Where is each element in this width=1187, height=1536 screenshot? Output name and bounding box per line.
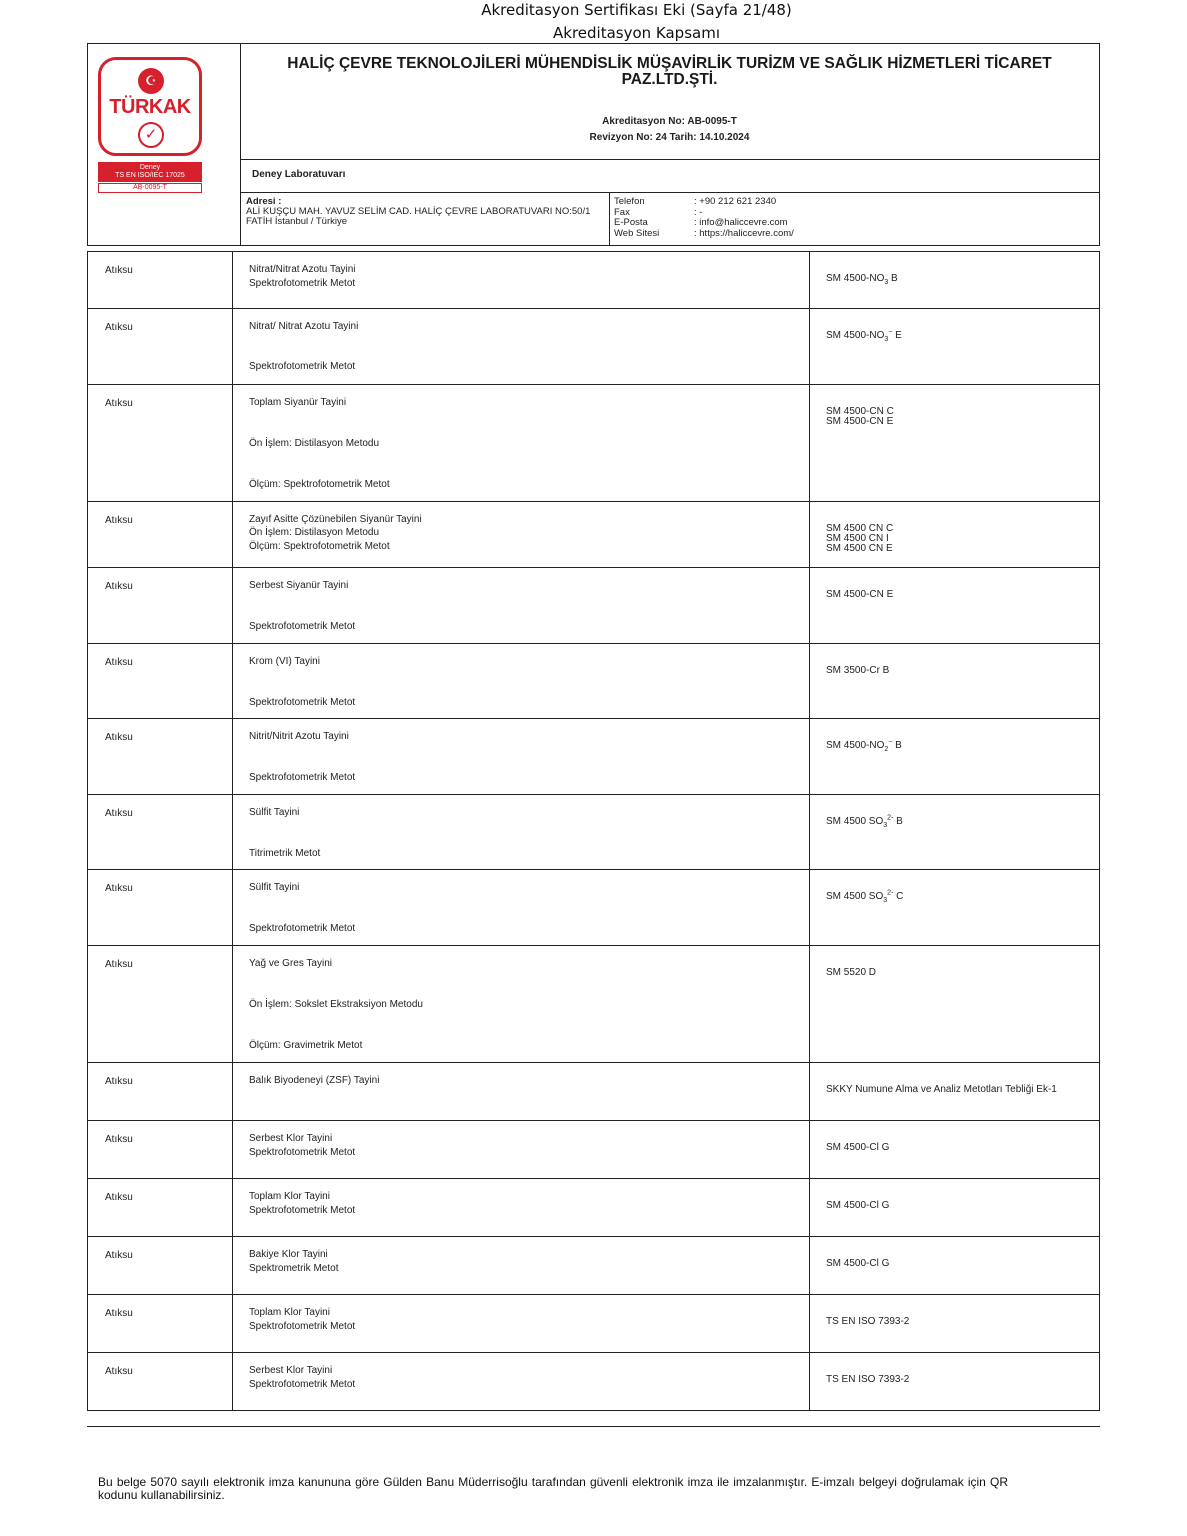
method-cell xyxy=(810,644,1099,718)
test-description-line: Krom (VI) Tayini xyxy=(249,656,320,667)
table-row xyxy=(87,1237,1100,1295)
method-reference: SM $4500-NO_3^-$ E xyxy=(826,328,902,343)
sample-type-cell: Atıksu xyxy=(88,309,233,384)
method-reference: SM 4500-Cl G xyxy=(826,1142,890,1153)
table-row xyxy=(87,568,1100,644)
test-description-line: Spektrofotometrik Metot xyxy=(249,923,356,934)
logo-band xyxy=(98,162,202,182)
test-description-line: Ölçüm: Spektrofotometrik Metot xyxy=(249,479,390,490)
sample-type-cell: Atıksu xyxy=(88,1179,233,1236)
table-row xyxy=(87,946,1100,1063)
method-cell xyxy=(810,502,1099,567)
header-box xyxy=(87,43,1100,246)
org-name: HALİÇ ÇEVRE TEKNOLOJİLERİ MÜHENDİSLİK MÜŞAVİRLİK TURİZM VE SAĞLIK HİZMETLERİ TİCARET PAZ.LTD.ŞTİ. xyxy=(287,55,1052,88)
table-row xyxy=(87,1353,1100,1411)
contact-phone: : +90 212 621 2340 xyxy=(694,196,777,207)
test-description-line: Nitrat/ Nitrat Azotu Tayini xyxy=(249,321,359,332)
test-description-line: Nitrat/Nitrat Azotu Tayini xyxy=(249,264,356,275)
method-cell xyxy=(810,1295,1099,1352)
sample-type-cell: Atıksu xyxy=(88,1353,233,1410)
page-subtitle: Akreditasyon Kapsamı xyxy=(553,24,720,42)
page-title: Akreditasyon Sertifikası Eki (Sayfa 21/48) xyxy=(481,1,792,19)
test-description-cell xyxy=(233,946,810,1062)
test-description-cell xyxy=(233,1063,810,1120)
org-cell xyxy=(240,44,1099,160)
address-label: Adresi : xyxy=(246,196,282,207)
test-description-cell xyxy=(233,1179,810,1236)
test-description-line: Bakiye Klor Tayini xyxy=(249,1249,328,1260)
sample-type-cell: Atıksu xyxy=(88,946,233,1062)
table-row xyxy=(87,870,1100,946)
test-description-line: Ön İşlem: Sokslet Ekstraksiyon Metodu xyxy=(249,999,423,1010)
method-reference: SM 4500 $SO_3^{2-}$ B xyxy=(826,814,903,829)
test-description-line: Ölçüm: Spektrofotometrik Metot xyxy=(249,541,390,552)
method-cell xyxy=(810,252,1099,308)
method-cell xyxy=(810,568,1099,643)
test-description-line: Yağ ve Gres Tayini xyxy=(249,958,333,969)
test-description-line: Balık Biyodeneyi (ZSF) Tayini xyxy=(249,1075,380,1086)
logo-cell xyxy=(88,44,241,245)
revision-info: Revizyon No: 24 Tarih: 14.10.2024 xyxy=(589,132,750,143)
method-cell xyxy=(810,385,1099,501)
sample-type-cell: Atıksu xyxy=(88,1063,233,1120)
crescent-star-icon: ☪ xyxy=(138,68,164,94)
sample-type-cell: Atıksu xyxy=(88,719,233,794)
address-line1: ALİ KUŞÇU MAH. YAVUZ SELİM CAD. HALİÇ ÇEVRE LABORATUVARI NO:50/1 xyxy=(246,206,591,217)
method-cell xyxy=(810,719,1099,794)
test-description-cell xyxy=(233,568,810,643)
table-row xyxy=(87,1179,1100,1237)
test-description-cell xyxy=(233,1353,810,1410)
contact-website[interactable]: : https://haliccevre.com/ xyxy=(694,227,794,239)
contact-email[interactable]: : info@haliccevre.com xyxy=(694,217,788,228)
logo-code: AB-0095-T xyxy=(98,183,202,193)
table-row xyxy=(87,644,1100,719)
test-description-line: Spektrofotometrik Metot xyxy=(249,1379,356,1390)
test-description-line: Ön İşlem: Distilasyon Metodu xyxy=(249,527,380,538)
method-reference: TS EN ISO 7393-2 xyxy=(826,1374,910,1385)
bottom-divider xyxy=(87,1426,1100,1427)
test-description-line: Titrimetrik Metot xyxy=(249,848,321,859)
method-reference: SM 4500 $SO_3^{2-}$ C xyxy=(826,889,904,904)
method-reference: SM 4500-Cl G xyxy=(826,1200,890,1211)
method-reference: TS EN ISO 7393-2 xyxy=(826,1316,910,1327)
method-cell xyxy=(810,1237,1099,1294)
scope-table xyxy=(87,251,1100,1411)
checkmark-icon: ✓ xyxy=(138,122,164,148)
table-row xyxy=(87,502,1100,568)
logo-brand: TÜRKAK xyxy=(109,96,191,118)
test-description-line: Ölçüm: Gravimetrik Metot xyxy=(249,1040,363,1051)
method-cell xyxy=(810,1063,1099,1120)
method-reference: SM 4500-CN E xyxy=(826,589,894,600)
contact-key: Fax xyxy=(614,206,630,218)
test-description-line: Sülfit Tayini xyxy=(249,807,300,818)
test-description-line: Sülfit Tayini xyxy=(249,882,300,893)
sample-type-cell: Atıksu xyxy=(88,502,233,567)
sample-type-cell: Atıksu xyxy=(88,795,233,869)
test-description-line: Ön İşlem: Distilasyon Metodu xyxy=(249,438,380,449)
method-cell xyxy=(810,1179,1099,1236)
method-cell xyxy=(810,309,1099,384)
test-description-line: Toplam Klor Tayini xyxy=(249,1191,330,1202)
table-row xyxy=(87,309,1100,385)
test-description-cell xyxy=(233,795,810,869)
test-description-line: Spektrofotometrik Metot xyxy=(249,1205,356,1216)
test-description-line: Serbest Klor Tayini xyxy=(249,1133,333,1144)
test-description-line: Serbest Siyanür Tayini xyxy=(249,580,349,591)
test-description-cell xyxy=(233,502,810,567)
test-description-line: Spektrofotometrik Metot xyxy=(249,1147,356,1158)
test-description-cell xyxy=(233,1295,810,1352)
contact-fax: : - xyxy=(694,206,703,218)
address-line2: FATİH İstanbul / Türkiye xyxy=(246,216,348,227)
test-description-line: Toplam Siyanür Tayini xyxy=(249,397,347,408)
test-description-line: Nitrit/Nitrit Azotu Tayini xyxy=(249,731,349,742)
method-reference: SM 5520 D xyxy=(826,967,877,978)
lab-type: Deney Laboratuvarı xyxy=(240,159,1099,193)
test-description-cell xyxy=(233,644,810,718)
method-reference: SM 4500-CN C SM 4500-CN E xyxy=(826,406,894,427)
method-cell xyxy=(810,870,1099,945)
test-description-cell xyxy=(233,870,810,945)
sample-type-cell: Atıksu xyxy=(88,385,233,501)
test-description-line: Spektrometrik Metot xyxy=(249,1263,339,1274)
test-description-line: Spektrofotometrik Metot xyxy=(249,278,356,289)
turkak-logo xyxy=(98,57,202,156)
method-reference: SM 4500 CN C SM 4500 CN I SM 4500 CN E xyxy=(826,523,894,554)
test-description-cell xyxy=(233,719,810,794)
method-cell xyxy=(810,1121,1099,1178)
sample-type-cell: Atıksu xyxy=(88,252,233,308)
method-reference: SM 3500-Cr B xyxy=(826,665,890,676)
sample-type-cell: Atıksu xyxy=(88,1237,233,1294)
test-description-line: Spektrofotometrik Metot xyxy=(249,772,356,783)
test-description-line: Spektrofotometrik Metot xyxy=(249,697,356,708)
contact-key: E-Posta xyxy=(614,217,648,228)
method-reference: SM 4500-Cl G xyxy=(826,1258,890,1269)
method-reference: SM $4500-NO_3$ B xyxy=(826,273,898,286)
method-cell xyxy=(810,795,1099,869)
contact-key: Telefon xyxy=(614,196,645,207)
sample-type-cell: Atıksu xyxy=(88,1295,233,1352)
address-cell xyxy=(240,193,610,245)
logo-band-line1: Deney xyxy=(139,164,161,171)
method-reference: SKKY Numune Alma ve Analiz Metotları Tebliği Ek-1 xyxy=(826,1084,1057,1095)
table-row xyxy=(87,1063,1100,1121)
method-cell xyxy=(810,946,1099,1062)
test-description-cell xyxy=(233,309,810,384)
sample-type-cell: Atıksu xyxy=(88,1121,233,1178)
accreditation-no: Akreditasyon No: AB-0095-T xyxy=(602,116,737,127)
test-description-cell xyxy=(233,385,810,501)
test-description-line: Spektrofotometrik Metot xyxy=(249,621,356,632)
logo-band-line2: TS EN ISO/IEC 17025 xyxy=(115,171,185,179)
table-row xyxy=(87,385,1100,502)
test-description-line: Zayıf Asitte Çözünebilen Siyanür Tayini xyxy=(249,514,422,525)
table-row xyxy=(87,251,1100,309)
table-row xyxy=(87,1121,1100,1179)
contact-cell xyxy=(610,193,1099,245)
sample-type-cell: Atıksu xyxy=(88,644,233,718)
sample-type-cell: Atıksu xyxy=(88,568,233,643)
table-row xyxy=(87,719,1100,795)
test-description-cell xyxy=(233,1237,810,1294)
table-row xyxy=(87,1295,1100,1353)
footer-signature-note: Bu belge 5070 sayılı elektronik imza kanununa göre Gülden Banu Müderrisoğlu tarafından güvenli elektronik imza ile imzalanmıştır. E-imzalı belgeyi doğrulamak için QR kodunu kullanabilirsiniz. xyxy=(98,1475,1008,1502)
test-description-cell xyxy=(233,252,810,308)
test-description-cell xyxy=(233,1121,810,1178)
method-cell xyxy=(810,1353,1099,1410)
table-row xyxy=(87,795,1100,870)
contact-key: Web Sitesi xyxy=(614,227,660,239)
method-reference: SM $4500-NO_2^-$ B xyxy=(826,738,902,753)
test-description-line: Serbest Klor Tayini xyxy=(249,1365,333,1376)
test-description-line: Toplam Klor Tayini xyxy=(249,1307,330,1318)
test-description-line: Spektrofotometrik Metot xyxy=(249,361,356,372)
test-description-line: Spektrofotometrik Metot xyxy=(249,1321,356,1332)
sample-type-cell: Atıksu xyxy=(88,870,233,945)
